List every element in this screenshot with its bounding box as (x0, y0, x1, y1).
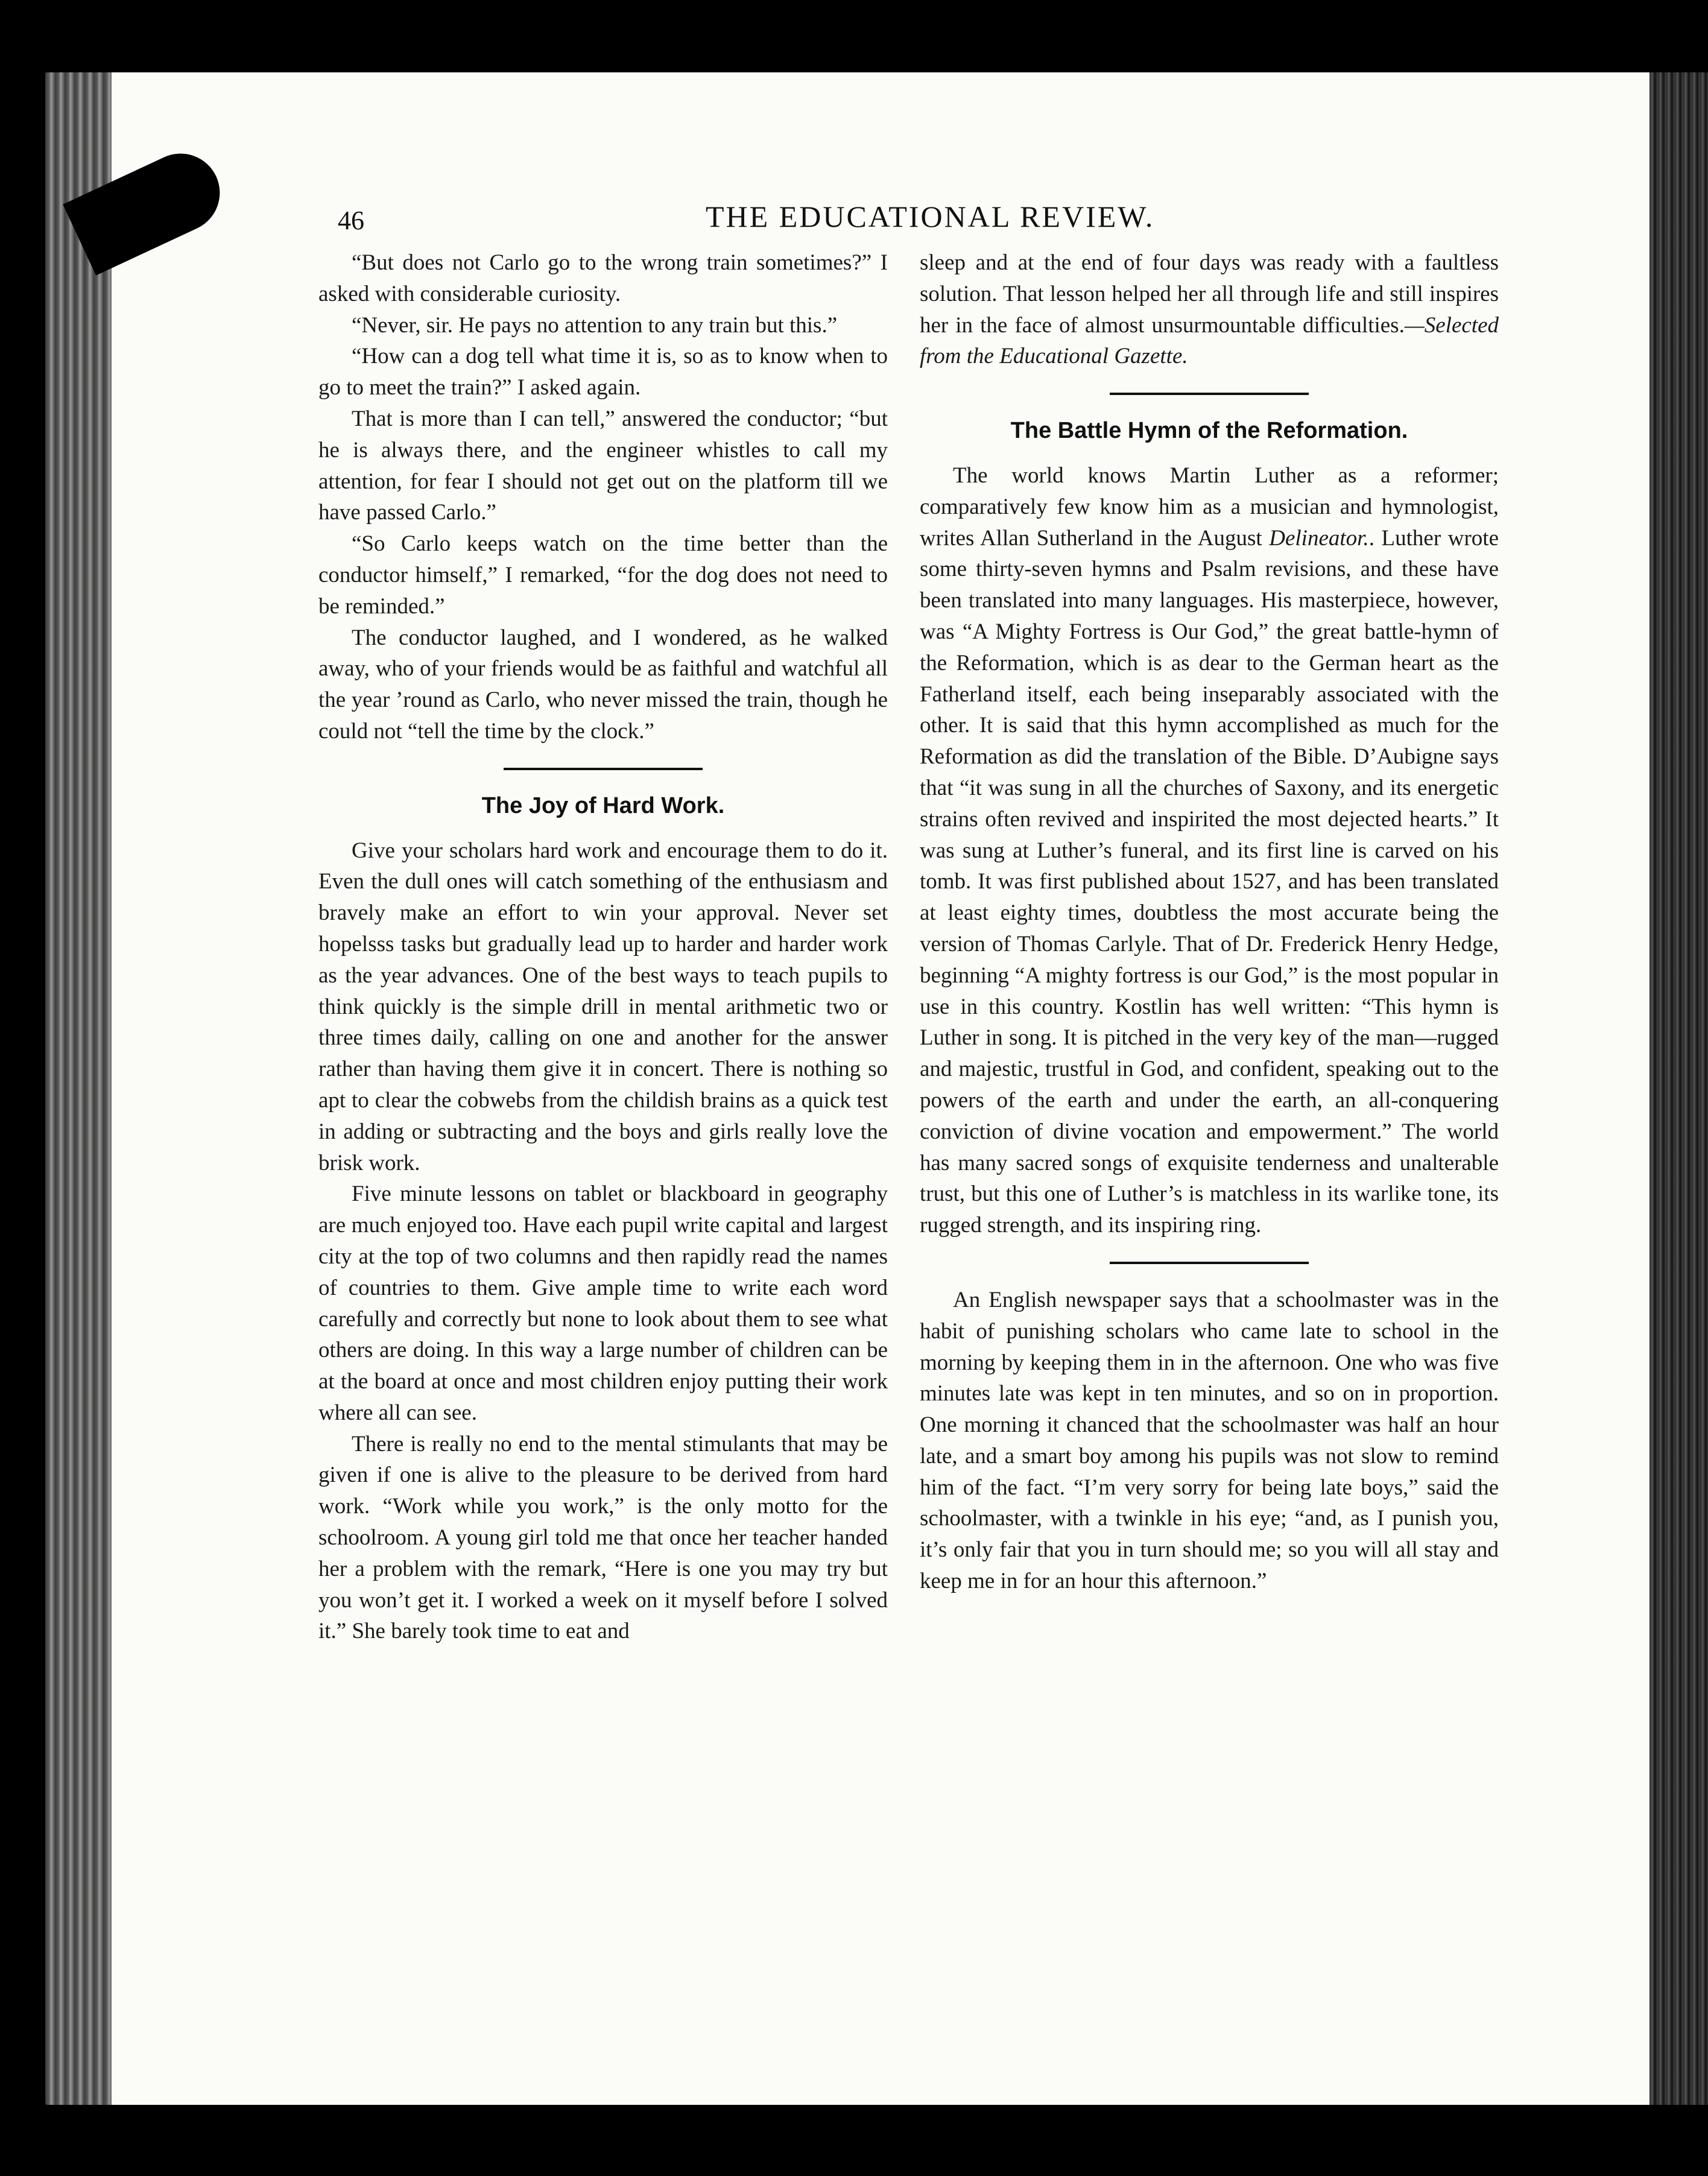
story-paragraph: “So Carlo keeps watch on the time better than the conductor himself,” I remarked, “for the dog does not need to be reminded.” (318, 531, 888, 619)
article-paragraph: Give your scholars hard work and encourage them to do it. Even the dull ones will catch something of the enthusiasm and bravely make an effort to win your approval. Never set hopelsss tasks but gradually lead up to harder and harder work as the year advances. One of the best ways to teach pupils to think quickly is the simple drill in mental arithmetic two or three times daily, calling on one and another for the answer rather than having them give it in concert. There is nothing so apt to clear the cobwebs from the childish brains as a quick test in adding or subtracting and the boys and girls really love the brisk work. (318, 838, 888, 1175)
article-title-battle-hymn: The Battle Hymn of the Reformation. (1010, 418, 1408, 444)
article-text: The world knows Martin Luther as a reformer; comparatively few know him as a musician and hymnologist, writes Allan Sutherland in the August (920, 463, 1499, 551)
article-text: . Luther wrote some thirty-seven hymns and Psalm revisions, and these have been translated into many languages. His masterpiece, however, was “A Mighty Fortress is Our God,” the great battle-hymn of the Reformation, which is as dear to the German heart as the Fatherland itself, each being inseparably associated with the other. It is said that this hymn accomplished as much for the Reformation as did the translation of the Bible. D’Aubigne says that “it was sung in all the churches of Saxony, and its energetic strains often revived and inspirited the most dejected hearts.” It was sung at Luther’s funeral, and its first line is carved on his tomb. It was first published about 1527, and has been translated at least eighty times, doubtless the most accurate being the version of Thomas Carlyle. That of Dr. Frederick Henry Hedge, beginning “A mighty fortress is our God,” is the most popular in use in this country. Kostlin has well written: “This hymn is Luther in song. It is pitched in the very key of the man—rugged and majestic, trustful in God, and confident, speaking out to the powers of the earth and under the earth, an all-conquering conviction of divine vocation and empowerment.” The world has many sacred songs of exquisite tenderness and unalterable trust, but this one of Luther’s is matchless in its warlike tone, its rugged strength, and its inspiring ring. (920, 525, 1499, 1238)
article-paragraph (920, 460, 1499, 1241)
right-column (920, 247, 1499, 1597)
anecdote-paragraph: An English newspaper says that a schoolmaster was in the habit of punishing scholars who came late to school in the morning by keeping them in in the afternoon. One who was five minutes late was kept in ten minutes, and so on in proportion. One morning it chanced that the schoolmaster was half an hour late, and a smart boy among his pupils was not slow to remind him of the fact. “I’m very sorry for being late boys,” said the schoolmaster, with a twinkle in his eye; “and, as I punish you, it’s only fair that you in turn should me; so you will all stay and keep me in for an hour this afternoon.” (920, 1287, 1499, 1594)
page-number: 46 (338, 206, 364, 235)
article-paragraph: Five minute lessons on tablet or blackboard in geography are much enjoyed too. Have each pupil write capital and largest city at the top of two columns and then rapidly read the names of countries to them. Give ample time to write each word carefully and correctly but none to look about them to see what others are doing. In this way a large number of children can be at the board at once and most children enjoy putting their work where all can see. (318, 1181, 888, 1425)
continued-paragraph (920, 247, 1499, 372)
section-divider (504, 768, 703, 770)
book-binding-edge (45, 72, 112, 2105)
left-column (318, 247, 888, 1647)
story-paragraph: “But does not Carlo go to the wrong train sometimes?” I asked with considerable curiosity. (318, 250, 888, 306)
page-edge-stack (1649, 72, 1708, 2105)
source-credit: —Selected from the Educational Gazette. (920, 312, 1499, 369)
story-paragraph: The conductor laughed, and I wondered, as he walked away, who of your friends would be as faithful and watchful all the year ’round as Carlo, who never missed the train, though he could not “tell the time by the clock.” (318, 625, 888, 744)
article-title-joy-of-hard-work: The Joy of Hard Work. (481, 792, 725, 818)
running-head (338, 199, 1580, 247)
story-paragraph: “How can a dog tell what time it is, so as to know when to go to meet the train?” I asked again. (318, 344, 888, 400)
article-paragraph: There is really no end to the mental stimulants that may be given if one is alive to the pleasure to be derived from hard work. “Work while you work,” is the only motto for the schoolroom. A young girl told me that once her teacher handed her a problem with the remark, “Here is one you may try but you won’t get it. I worked a week on it myself before I solved it.” She barely took time to eat and (318, 1431, 888, 1644)
continuation-text: sleep and at the end of four days was ready with a faultless solution. That lesson helped her all through life and still inspires her in the face of almost unsurmountable difficulties. (920, 250, 1499, 338)
section-divider (1110, 393, 1309, 395)
magazine-name: Delineator. (1269, 525, 1369, 551)
story-paragraph: “Never, sir. He pays no attention to any train but this.” (352, 312, 838, 338)
section-divider (1110, 1262, 1309, 1264)
journal-title: THE EDUCATIONAL REVIEW. (706, 200, 1155, 233)
story-paragraph: That is more than I can tell,” answered the conductor; “but he is always there, and the engineer whistles to call my attention, for fear I should not get out on the platform till we have passed Carlo.” (318, 406, 888, 525)
